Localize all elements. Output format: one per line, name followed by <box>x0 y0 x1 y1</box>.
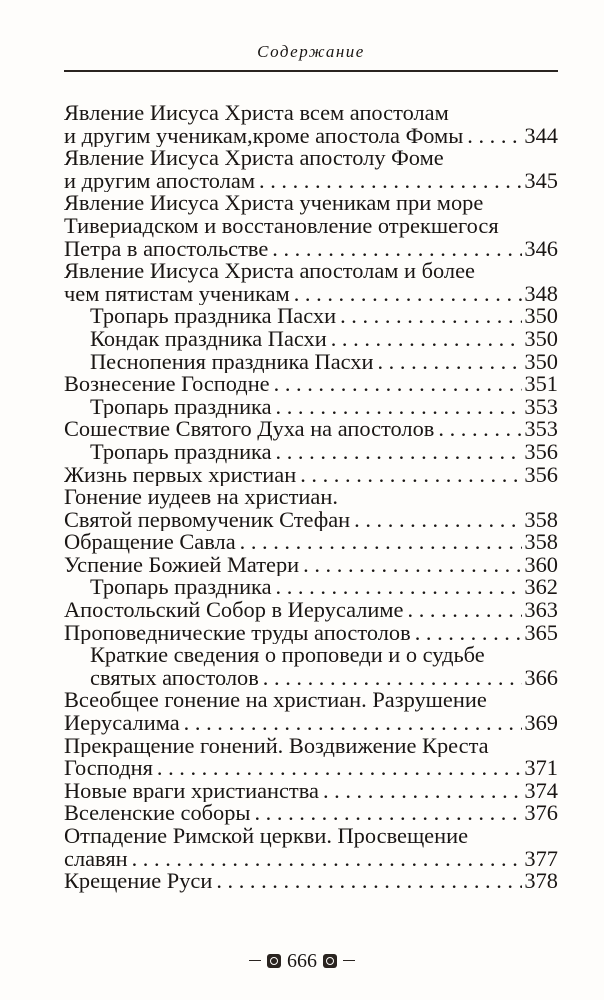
toc-entry-line <box>64 554 558 577</box>
toc-entry-line <box>64 192 558 215</box>
dot-leader <box>184 712 523 735</box>
toc-page-number: 358 <box>524 508 558 532</box>
toc-entry-title: Обращение Савла <box>64 531 236 554</box>
dash-left <box>249 960 261 962</box>
dot-leader <box>276 396 523 419</box>
toc-entry-line <box>64 848 558 871</box>
toc-entry-line <box>64 102 558 125</box>
toc-entry[interactable] <box>64 576 558 599</box>
dot-leader <box>340 305 522 328</box>
toc-entry-title: Гонение иудеев на христиан. <box>64 486 338 509</box>
toc-entry-line <box>64 418 558 441</box>
dot-leader <box>254 802 522 825</box>
toc-entry-line <box>64 825 558 848</box>
toc-entry-line <box>90 328 558 351</box>
dot-leader <box>294 283 523 306</box>
toc-entry-line <box>90 441 558 464</box>
toc-entry-title: Новые враги христианства <box>64 779 319 803</box>
toc-entry-line <box>64 509 558 532</box>
toc-entry[interactable] <box>64 486 558 531</box>
dot-leader <box>408 599 523 622</box>
toc-entry-title: чем пятистам ученикам <box>64 282 290 306</box>
toc-entry[interactable] <box>64 305 558 328</box>
toc-entry[interactable] <box>64 735 558 780</box>
toc-entry-line <box>90 667 558 690</box>
toc-page-number: 351 <box>524 373 558 396</box>
toc-entry-title: Тропарь праздника <box>90 395 272 419</box>
toc-entry-title: Краткие сведения о проповеди и о судьбе <box>90 644 485 667</box>
toc-page-number: 353 <box>524 418 558 441</box>
dot-leader <box>276 441 523 464</box>
toc-entry-line <box>64 283 558 306</box>
dot-leader <box>467 125 522 148</box>
dot-leader <box>300 464 522 487</box>
toc-entry-title: Тропарь праздника <box>90 576 272 600</box>
toc-page-number: 365 <box>524 621 558 645</box>
toc-entry-title: Сошествие Святого Духа на апостолов <box>64 418 435 441</box>
toc-entry[interactable] <box>64 464 558 487</box>
toc-entry[interactable] <box>64 689 558 734</box>
toc-entry-line <box>64 689 558 712</box>
dot-leader <box>377 351 522 374</box>
toc-entry-title: и другим апостолам <box>64 169 255 193</box>
page-footer <box>0 950 604 973</box>
ornament-left-icon <box>267 954 281 968</box>
toc-entry-line <box>64 260 558 283</box>
toc-entry-title: Явление Иисуса Христа всем апостолам <box>64 102 449 125</box>
toc-entry-title: Иерусалима <box>64 712 180 735</box>
toc-entry[interactable] <box>64 531 558 554</box>
toc-entry[interactable] <box>64 328 558 351</box>
toc-entry[interactable] <box>64 780 558 803</box>
toc-page-number: 362 <box>524 576 558 600</box>
toc-entry-line <box>64 599 558 622</box>
toc-entry-line <box>64 147 558 170</box>
dot-leader <box>263 667 523 690</box>
toc-entry[interactable] <box>64 102 558 147</box>
dot-leader <box>274 373 523 396</box>
dot-leader <box>216 870 522 893</box>
toc-entry-line <box>64 464 558 487</box>
toc-entry[interactable] <box>64 351 558 374</box>
dot-leader <box>323 780 522 803</box>
toc-entry-line <box>64 802 558 825</box>
toc-page-number: 345 <box>524 169 558 193</box>
dot-leader <box>157 757 523 780</box>
toc-entry[interactable] <box>64 418 558 441</box>
toc-page-number: 356 <box>524 463 558 487</box>
toc-entry-title: Вознесение Господне <box>64 373 270 396</box>
toc-entry-line <box>64 780 558 803</box>
toc-entry[interactable] <box>64 622 558 645</box>
toc-entry-title: Всеобщее гонение на христиан. Разрушение <box>64 689 487 713</box>
toc-entry-title: Явление Иисуса Христа апостолам и более <box>64 260 475 283</box>
toc-entry-title: Тропарь праздника Пасхи <box>90 305 337 328</box>
dot-leader <box>303 554 522 577</box>
toc-entry-title: Кондак праздника Пасхи <box>90 327 327 351</box>
toc-page-number: 369 <box>524 712 558 735</box>
toc-page-number: 350 <box>524 350 558 374</box>
dot-leader <box>276 576 523 599</box>
toc-entry-line <box>64 622 558 645</box>
toc-page-number: 350 <box>524 305 558 328</box>
toc-entry-line <box>90 351 558 374</box>
toc-page-number: 371 <box>524 757 558 780</box>
toc-entry-line <box>90 644 558 667</box>
toc-page-number: 363 <box>524 599 558 622</box>
toc-entry[interactable] <box>64 373 558 396</box>
toc-entry-line <box>90 576 558 599</box>
toc-entry-title: Петра в апостольстве <box>64 237 269 261</box>
toc-entry-title: Вселенские соборы <box>64 802 251 825</box>
toc-entry-title: славян <box>64 847 128 871</box>
toc-entry[interactable] <box>64 441 558 464</box>
toc-entry-line <box>64 486 558 509</box>
toc-entry-line <box>90 305 558 328</box>
dash-right <box>343 960 355 962</box>
toc-entry[interactable] <box>64 644 558 689</box>
toc-page-number: 378 <box>524 870 558 893</box>
toc-entry-title: Господня <box>64 757 153 780</box>
toc-entry-line <box>64 373 558 396</box>
toc-page-number: 346 <box>524 237 558 261</box>
toc-entry-title: Явление Иисуса Христа апостолу Фоме <box>64 147 444 170</box>
toc-page-number: 350 <box>524 327 558 351</box>
toc-entry-title: Проповеднические труды апостолов <box>64 621 411 645</box>
toc-entry-line <box>64 757 558 780</box>
toc-entry-title: Песнопения праздника Пасхи <box>90 350 374 374</box>
toc-entry[interactable] <box>64 599 558 622</box>
toc-entry[interactable] <box>64 554 558 577</box>
toc-entry[interactable] <box>64 825 558 870</box>
toc-page-number: 366 <box>524 666 558 690</box>
toc-page-number: 348 <box>524 282 558 306</box>
toc-entry[interactable] <box>64 802 558 825</box>
toc-entry[interactable] <box>64 260 558 305</box>
toc-entry-title: Святой первомученик Стефан <box>64 508 351 532</box>
table-of-contents <box>64 102 558 893</box>
toc-page-number: 377 <box>524 847 558 871</box>
toc-entry-title: Прекращение гонений. Воздвижение Креста <box>64 734 489 758</box>
running-header: Содержание <box>257 42 365 61</box>
toc-page-number: 356 <box>524 440 558 464</box>
toc-page-number: 358 <box>524 531 558 554</box>
toc-entry-line <box>64 238 558 261</box>
toc-entry-line <box>64 735 558 758</box>
toc-entry-title: Жизнь первых христиан <box>64 463 297 487</box>
dot-leader <box>438 418 522 441</box>
toc-page-number: 360 <box>524 553 558 577</box>
ornament-right-icon <box>323 954 337 968</box>
header-rule <box>64 70 558 72</box>
toc-entry-title: и другим ученикам,кроме апостола Фомы <box>64 124 464 148</box>
toc-page-number: 376 <box>524 802 558 825</box>
toc-entry-title: Явление Иисуса Христа ученикам при море <box>64 192 484 215</box>
dot-leader <box>132 848 523 871</box>
toc-entry-title: Тропарь праздника <box>90 440 272 464</box>
dot-leader <box>259 170 522 193</box>
toc-entry-title: Тивериадском и восстановление отрекшегося <box>64 214 499 238</box>
dot-leader <box>331 328 523 351</box>
toc-entry-line <box>64 531 558 554</box>
dot-leader <box>354 509 522 532</box>
toc-entry-line <box>64 125 558 148</box>
toc-entry-title: святых апостолов <box>90 666 259 690</box>
toc-entry-line <box>64 170 558 193</box>
page-number: 666 <box>287 950 317 972</box>
toc-page-number: 353 <box>524 395 558 419</box>
toc-entry[interactable] <box>64 192 558 260</box>
toc-page-number: 374 <box>524 779 558 803</box>
toc-entry-line <box>90 396 558 419</box>
toc-entry-title: Апостольский Собор в Иерусалиме <box>64 599 404 622</box>
dot-leader <box>272 238 522 261</box>
toc-entry[interactable] <box>64 396 558 419</box>
toc-entry-line <box>64 712 558 735</box>
dot-leader <box>240 531 523 554</box>
toc-entry-title: Крещение Руси <box>64 870 213 893</box>
dot-leader <box>415 622 523 645</box>
toc-entry-line <box>64 870 558 893</box>
toc-entry[interactable] <box>64 147 558 192</box>
toc-entry-title: Успение Божией Матери <box>64 553 300 577</box>
toc-page-number: 344 <box>524 124 558 148</box>
toc-entry[interactable] <box>64 870 558 893</box>
toc-entry-title: Отпадение Римской церкви. Просвещение <box>64 825 469 848</box>
toc-entry-line <box>64 215 558 238</box>
